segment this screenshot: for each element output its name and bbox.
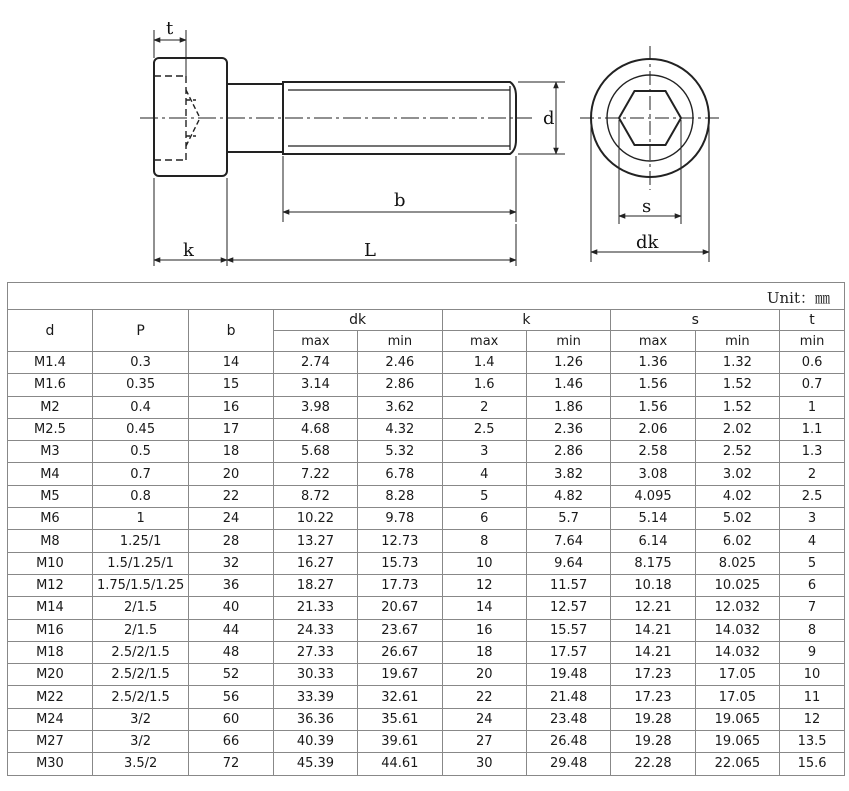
cell-dk-max: 30.33	[273, 664, 357, 686]
cell-s-min: 4.02	[695, 485, 779, 507]
unit-row	[8, 283, 844, 310]
cell-dk-max: 24.33	[273, 619, 357, 641]
cell-s-max: 17.23	[611, 664, 695, 686]
cell-p: 2/1.5	[92, 597, 188, 619]
cell-t-min: 3	[780, 508, 844, 530]
cell-k-max: 20	[442, 664, 526, 686]
cell-b: 36	[189, 574, 273, 596]
cell-s-min: 1.32	[695, 352, 779, 374]
cell-p: 2.5/2/1.5	[92, 686, 188, 708]
cell-t-min: 6	[780, 574, 844, 596]
cell-dk-max: 7.22	[273, 463, 357, 485]
cell-t-min: 9	[780, 641, 844, 663]
cell-dk-min: 9.78	[358, 508, 442, 530]
cell-dk-min: 23.67	[358, 619, 442, 641]
cell-k-min: 3.82	[526, 463, 610, 485]
cell-b: 32	[189, 552, 273, 574]
cell-t-min: 10	[780, 664, 844, 686]
cell-s-min: 19.065	[695, 708, 779, 730]
cell-dk-min: 26.67	[358, 641, 442, 663]
cell-t-min: 5	[780, 552, 844, 574]
header-row-1	[8, 310, 844, 331]
cell-s-min: 5.02	[695, 508, 779, 530]
cell-k-max: 1.6	[442, 374, 526, 396]
cell-s-min: 17.05	[695, 664, 779, 686]
label-s: s	[642, 196, 652, 217]
cell-k-min: 21.48	[526, 686, 610, 708]
cell-s-max: 6.14	[611, 530, 695, 552]
label-k: k	[183, 240, 194, 261]
cell-k-max: 27	[442, 731, 526, 753]
cell-k-min: 4.82	[526, 485, 610, 507]
table-row	[8, 441, 844, 463]
cell-b: 72	[189, 753, 273, 775]
table-row	[8, 485, 844, 507]
cell-k-min: 1.86	[526, 396, 610, 418]
cell-k-max: 18	[442, 641, 526, 663]
cell-k-min: 12.57	[526, 597, 610, 619]
cell-p: 0.8	[92, 485, 188, 507]
cell-p: 2/1.5	[92, 619, 188, 641]
cell-b: 48	[189, 641, 273, 663]
header-s-min: min	[695, 331, 779, 352]
table-row	[8, 530, 844, 552]
cell-k-max: 8	[442, 530, 526, 552]
cell-b: 20	[189, 463, 273, 485]
table-row	[8, 374, 844, 396]
cell-p: 0.45	[92, 418, 188, 440]
cell-dk-max: 16.27	[273, 552, 357, 574]
header-dk-min: min	[358, 331, 442, 352]
cell-k-min: 11.57	[526, 574, 610, 596]
cell-p: 2.5/2/1.5	[92, 641, 188, 663]
screw-side-view	[140, 58, 532, 176]
table-row	[8, 574, 844, 596]
specs-table	[8, 310, 844, 775]
cell-b: 52	[189, 664, 273, 686]
header-b: b	[189, 310, 273, 352]
cell-t-min: 4	[780, 530, 844, 552]
cell-t-min: 1.1	[780, 418, 844, 440]
cell-d: M20	[8, 664, 92, 686]
cell-dk-min: 3.62	[358, 396, 442, 418]
label-t: t	[166, 18, 174, 39]
table-row	[8, 418, 844, 440]
cell-s-max: 19.28	[611, 731, 695, 753]
cell-d: M2	[8, 396, 92, 418]
cell-t-min: 1	[780, 396, 844, 418]
cell-b: 28	[189, 530, 273, 552]
cell-s-max: 2.06	[611, 418, 695, 440]
screw-head	[154, 58, 227, 176]
cell-p: 0.5	[92, 441, 188, 463]
cell-dk-max: 40.39	[273, 731, 357, 753]
cell-t-min: 1.3	[780, 441, 844, 463]
cell-b: 40	[189, 597, 273, 619]
cell-k-max: 10	[442, 552, 526, 574]
cell-dk-max: 18.27	[273, 574, 357, 596]
cell-k-min: 2.86	[526, 441, 610, 463]
cell-dk-max: 4.68	[273, 418, 357, 440]
cell-dk-min: 19.67	[358, 664, 442, 686]
cell-k-max: 2.5	[442, 418, 526, 440]
cell-b: 15	[189, 374, 273, 396]
cell-d: M14	[8, 597, 92, 619]
cell-s-max: 4.095	[611, 485, 695, 507]
table-row	[8, 597, 844, 619]
cell-dk-max: 21.33	[273, 597, 357, 619]
cell-t-min: 2	[780, 463, 844, 485]
cell-t-min: 8	[780, 619, 844, 641]
cell-k-min: 5.7	[526, 508, 610, 530]
cell-p: 3/2	[92, 731, 188, 753]
cell-k-max: 6	[442, 508, 526, 530]
cell-t-min: 0.6	[780, 352, 844, 374]
header-k: k	[442, 310, 611, 331]
table-row	[8, 708, 844, 730]
cell-b: 66	[189, 731, 273, 753]
cell-p: 0.3	[92, 352, 188, 374]
cell-s-min: 19.065	[695, 731, 779, 753]
cell-d: M6	[8, 508, 92, 530]
header-dk-max: max	[273, 331, 357, 352]
header-k-max: max	[442, 331, 526, 352]
cell-k-min: 23.48	[526, 708, 610, 730]
cell-p: 1.75/1.5/1.25	[92, 574, 188, 596]
cell-p: 1.25/1	[92, 530, 188, 552]
cell-s-max: 1.56	[611, 374, 695, 396]
cell-dk-min: 32.61	[358, 686, 442, 708]
cell-p: 0.4	[92, 396, 188, 418]
label-d: d	[543, 108, 555, 129]
cell-dk-max: 36.36	[273, 708, 357, 730]
cell-s-min: 1.52	[695, 396, 779, 418]
header-k-min: min	[526, 331, 610, 352]
cell-b: 60	[189, 708, 273, 730]
cell-dk-min: 5.32	[358, 441, 442, 463]
cell-s-max: 10.18	[611, 574, 695, 596]
cell-d: M8	[8, 530, 92, 552]
cell-s-max: 1.56	[611, 396, 695, 418]
cell-k-max: 2	[442, 396, 526, 418]
cell-s-max: 19.28	[611, 708, 695, 730]
cell-t-min: 13.5	[780, 731, 844, 753]
cell-s-max: 22.28	[611, 753, 695, 775]
cell-b: 17	[189, 418, 273, 440]
cell-dk-min: 35.61	[358, 708, 442, 730]
cell-k-max: 24	[442, 708, 526, 730]
cell-p: 2.5/2/1.5	[92, 664, 188, 686]
cell-d: M30	[8, 753, 92, 775]
cell-d: M1.4	[8, 352, 92, 374]
cell-dk-min: 20.67	[358, 597, 442, 619]
cell-dk-min: 39.61	[358, 731, 442, 753]
header-dk: dk	[273, 310, 442, 331]
cell-k-min: 19.48	[526, 664, 610, 686]
cell-s-max: 14.21	[611, 641, 695, 663]
cell-k-max: 12	[442, 574, 526, 596]
cell-d: M24	[8, 708, 92, 730]
table-row	[8, 619, 844, 641]
cell-dk-min: 17.73	[358, 574, 442, 596]
cell-b: 56	[189, 686, 273, 708]
cell-s-min: 14.032	[695, 619, 779, 641]
cell-d: M18	[8, 641, 92, 663]
table-row	[8, 552, 844, 574]
table-body	[8, 352, 844, 775]
cell-dk-max: 27.33	[273, 641, 357, 663]
cell-k-min: 1.46	[526, 374, 610, 396]
table-row	[8, 753, 844, 775]
cell-d: M27	[8, 731, 92, 753]
cell-p: 1	[92, 508, 188, 530]
cell-k-max: 14	[442, 597, 526, 619]
cell-s-min: 1.52	[695, 374, 779, 396]
cell-b: 14	[189, 352, 273, 374]
cell-k-max: 16	[442, 619, 526, 641]
table-row	[8, 686, 844, 708]
cell-dk-min: 15.73	[358, 552, 442, 574]
cell-k-max: 30	[442, 753, 526, 775]
cell-s-min: 22.065	[695, 753, 779, 775]
cell-s-min: 14.032	[695, 641, 779, 663]
cell-d: M22	[8, 686, 92, 708]
cell-p: 3.5/2	[92, 753, 188, 775]
cell-s-min: 6.02	[695, 530, 779, 552]
cell-d: M1.6	[8, 374, 92, 396]
cell-s-min: 2.52	[695, 441, 779, 463]
cell-s-max: 5.14	[611, 508, 695, 530]
cell-k-min: 1.26	[526, 352, 610, 374]
table-row	[8, 641, 844, 663]
cell-s-min: 2.02	[695, 418, 779, 440]
cell-s-min: 10.025	[695, 574, 779, 596]
cell-s-min: 3.02	[695, 463, 779, 485]
cell-k-min: 29.48	[526, 753, 610, 775]
cell-dk-max: 8.72	[273, 485, 357, 507]
cell-dk-min: 2.86	[358, 374, 442, 396]
cell-s-max: 2.58	[611, 441, 695, 463]
cell-s-max: 17.23	[611, 686, 695, 708]
header-t-min: min	[780, 331, 844, 352]
cell-s-max: 14.21	[611, 619, 695, 641]
table-row	[8, 664, 844, 686]
cell-t-min: 11	[780, 686, 844, 708]
cell-b: 18	[189, 441, 273, 463]
header-d: d	[8, 310, 92, 352]
label-b: b	[394, 190, 406, 211]
cell-k-min: 2.36	[526, 418, 610, 440]
cell-b: 44	[189, 619, 273, 641]
cell-p: 0.7	[92, 463, 188, 485]
dimension-table	[7, 282, 845, 776]
cell-dk-min: 4.32	[358, 418, 442, 440]
cell-p: 1.5/1.25/1	[92, 552, 188, 574]
header-p: P	[92, 310, 188, 352]
label-L: L	[364, 240, 376, 261]
cell-dk-max: 13.27	[273, 530, 357, 552]
table-row	[8, 352, 844, 374]
cell-s-min: 17.05	[695, 686, 779, 708]
cell-t-min: 2.5	[780, 485, 844, 507]
table-row	[8, 463, 844, 485]
unit-label: Unit：㎜	[766, 289, 830, 307]
cell-t-min: 15.6	[780, 753, 844, 775]
cell-dk-max: 3.98	[273, 396, 357, 418]
cell-p: 3/2	[92, 708, 188, 730]
cell-dk-min: 44.61	[358, 753, 442, 775]
cell-k-max: 22	[442, 686, 526, 708]
cell-b: 24	[189, 508, 273, 530]
cell-d: M16	[8, 619, 92, 641]
cell-t-min: 12	[780, 708, 844, 730]
cell-dk-max: 45.39	[273, 753, 357, 775]
cell-p: 0.35	[92, 374, 188, 396]
cell-k-max: 1.4	[442, 352, 526, 374]
table-row	[8, 731, 844, 753]
table-row	[8, 396, 844, 418]
header-s-max: max	[611, 331, 695, 352]
table-row	[8, 508, 844, 530]
cell-d: M3	[8, 441, 92, 463]
cell-b: 16	[189, 396, 273, 418]
cell-d: M12	[8, 574, 92, 596]
cell-dk-min: 8.28	[358, 485, 442, 507]
cell-s-max: 8.175	[611, 552, 695, 574]
cell-d: M2.5	[8, 418, 92, 440]
side-dimensions	[154, 30, 565, 266]
cell-k-min: 26.48	[526, 731, 610, 753]
cell-k-min: 17.57	[526, 641, 610, 663]
cell-dk-max: 2.74	[273, 352, 357, 374]
cell-t-min: 0.7	[780, 374, 844, 396]
header-t: t	[780, 310, 844, 331]
header-s: s	[611, 310, 780, 331]
cell-dk-min: 6.78	[358, 463, 442, 485]
cell-dk-min: 12.73	[358, 530, 442, 552]
cell-b: 22	[189, 485, 273, 507]
cell-k-min: 7.64	[526, 530, 610, 552]
cell-k-max: 3	[442, 441, 526, 463]
cell-dk-min: 2.46	[358, 352, 442, 374]
cell-k-min: 9.64	[526, 552, 610, 574]
cell-s-min: 12.032	[695, 597, 779, 619]
cell-k-max: 5	[442, 485, 526, 507]
cell-d: M10	[8, 552, 92, 574]
cell-dk-max: 10.22	[273, 508, 357, 530]
cell-s-max: 12.21	[611, 597, 695, 619]
cell-d: M5	[8, 485, 92, 507]
cell-dk-max: 5.68	[273, 441, 357, 463]
cell-k-max: 4	[442, 463, 526, 485]
cell-dk-max: 3.14	[273, 374, 357, 396]
label-dk: dk	[636, 232, 659, 253]
screw-end-view	[580, 46, 720, 190]
cell-dk-max: 33.39	[273, 686, 357, 708]
cell-t-min: 7	[780, 597, 844, 619]
screw-technical-drawing	[0, 0, 849, 280]
cell-s-max: 3.08	[611, 463, 695, 485]
cell-d: M4	[8, 463, 92, 485]
cell-s-max: 1.36	[611, 352, 695, 374]
cell-s-min: 8.025	[695, 552, 779, 574]
cell-k-min: 15.57	[526, 619, 610, 641]
